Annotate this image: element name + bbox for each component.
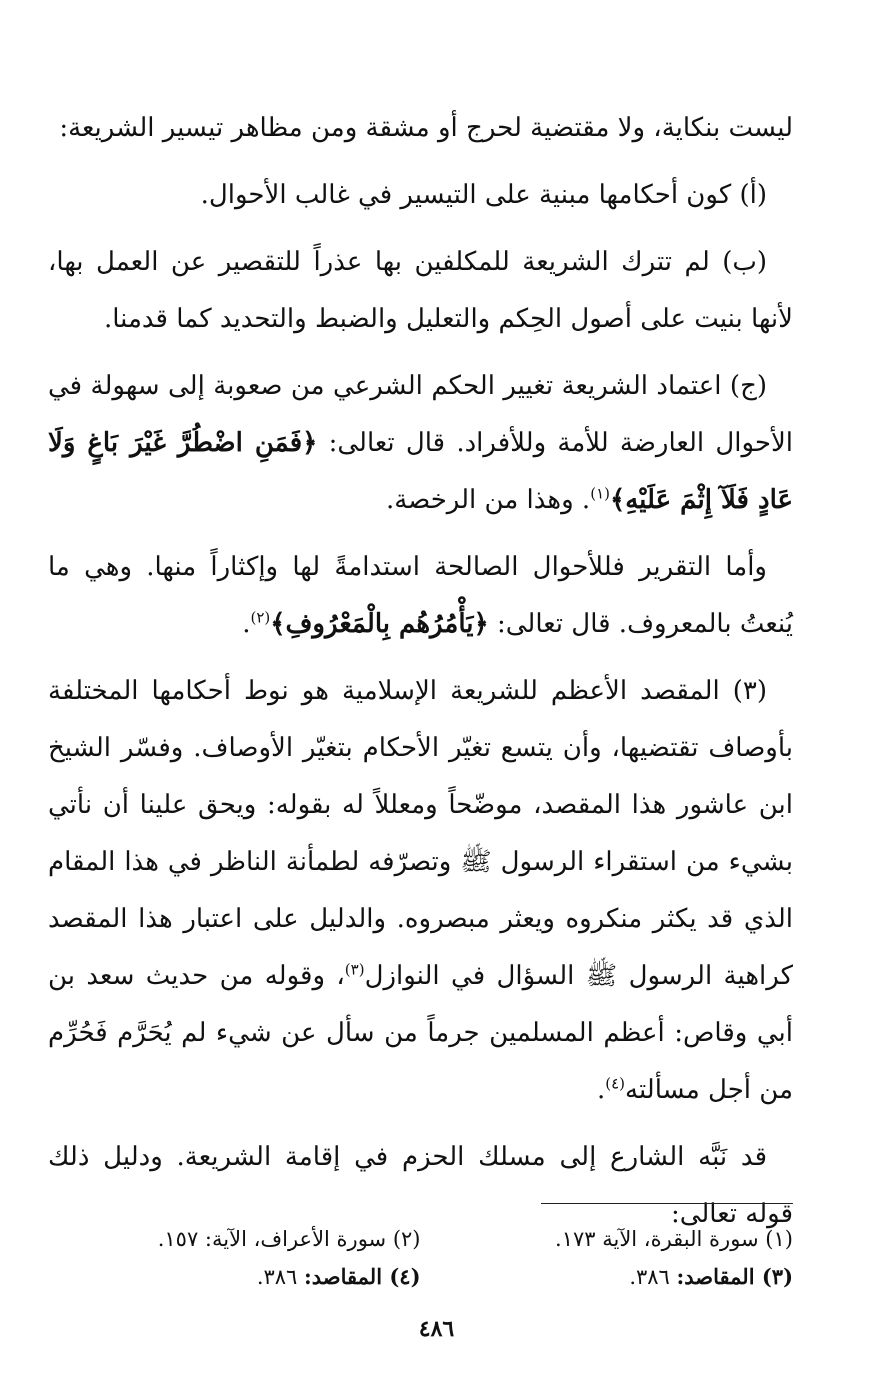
- footnote-2: (٢) سورة الأعراف، الآية: ١٥٧.: [157, 1227, 421, 1251]
- hazm-text: قد نَبَّه الشارع إلى مسلك الحزم في إقامة الشريعة. ودليل ذلك قوله تعالى:: [48, 1142, 793, 1229]
- taqrir-text: وأما التقرير فللأحوال الصالحة استدامةً لها وإكثاراً منها. وهي ما يُنعتُ بالمعروف. قال تعالى:: [48, 552, 793, 639]
- paragraph-point-3: [48, 663, 793, 1119]
- paragraph-intro: [48, 100, 793, 157]
- footnote-4: [48, 1258, 421, 1296]
- point-3-tail: .: [596, 1075, 606, 1105]
- point-3-text: (٣) المقصد الأعظم للشريعة الإسلامية هو نوط أحكامها المختلفة بأوصاف تقتضيها، وأن يتسع تغيّر الأحكام بتغيّر الأوصاف. وفسّر الشيخ ابن عاشور هذا المقصد، موضّحاً ومعللاً له بقوله: ويحق علينا أن نأتي بشيء من استقراء الرسول ﷺ وتصرّفه لطمأنة الناظر في هذا المقام الذي قد يكثر منكروه ويعثر مبصروه. والدليل على اعتبار هذا المقصد كراهية الرسول ﷺ السؤال في النوازل: [48, 676, 793, 991]
- paragraph-point-c: [48, 358, 793, 529]
- point-c-tail: . وهذا من الرخصة.: [385, 485, 591, 515]
- footnote-ref-1[interactable]: (١): [590, 484, 610, 503]
- quran-verse-1: ﴿فَمَنِ اضْطُرَّ غَيْرَ بَاغٍ وَلَا عَادٍ فَلَآ إِثْمَ عَلَيْهِ﴾: [48, 428, 793, 515]
- paragraph-point-a: [48, 167, 793, 224]
- point-b-text: (ب) لم تترك الشريعة للمكلفين بها عذراً للتقصير عن العمل بها، لأنها بنيت على أصول الحِكم والتعليل والضبط والتحديد كما قدمنا.: [48, 247, 793, 334]
- footnotes: [48, 1220, 793, 1296]
- taqrir-tail: .: [242, 609, 251, 639]
- footnote-ref-4[interactable]: (٤): [605, 1074, 626, 1093]
- page-number: ٤٨٦: [418, 1316, 455, 1342]
- point-a-text: (أ) كون أحكامها مبنية على التيسير في غالب الأحوال.: [200, 180, 767, 210]
- paragraph-taqrir: [48, 539, 793, 653]
- footnote-3-label: (٣) المقاصد:: [676, 1264, 793, 1289]
- footnote-row-2: [48, 1258, 793, 1296]
- footnote-divider: [541, 1203, 793, 1204]
- paragraph-point-b: [48, 234, 793, 348]
- footnote-row-1: [48, 1220, 793, 1258]
- footnote-1: (١) سورة البقرة، الآية ١٧٣.: [555, 1227, 793, 1251]
- quran-verse-2: ﴿يَأْمُرُهُم بِالْمَعْرُوفِ﴾: [270, 609, 489, 639]
- point-3-text-cont: ، وقوله من حديث سعد بن أبي وقاص: أعظم المسلمين جرماً من سأل عن شيء لم يُحَرَّم فَحُرِّم من أجل مسألته: [48, 961, 793, 1105]
- page-body: [48, 100, 793, 1253]
- footnote-3: [421, 1258, 794, 1296]
- footnote-3-value: ٣٨٦.: [629, 1265, 677, 1289]
- footnote-4-value: ٣٨٦.: [256, 1265, 305, 1289]
- paragraph-intro-text: ليست بنكاية، ولا مقتضية لحرج أو مشقة ومن مظاهر تيسير الشريعة:: [59, 113, 793, 143]
- point-c-text: (ج) اعتماد الشريعة تغيير الحكم الشرعي من صعوبة إلى سهولة في الأحوال العارضة للأمة وللأفراد. قال تعالى:: [48, 371, 793, 458]
- footnote-4-label: (٤) المقاصد:: [304, 1264, 421, 1289]
- footnote-ref-2[interactable]: (٢): [250, 608, 271, 627]
- footnote-ref-3[interactable]: (٣): [344, 960, 365, 979]
